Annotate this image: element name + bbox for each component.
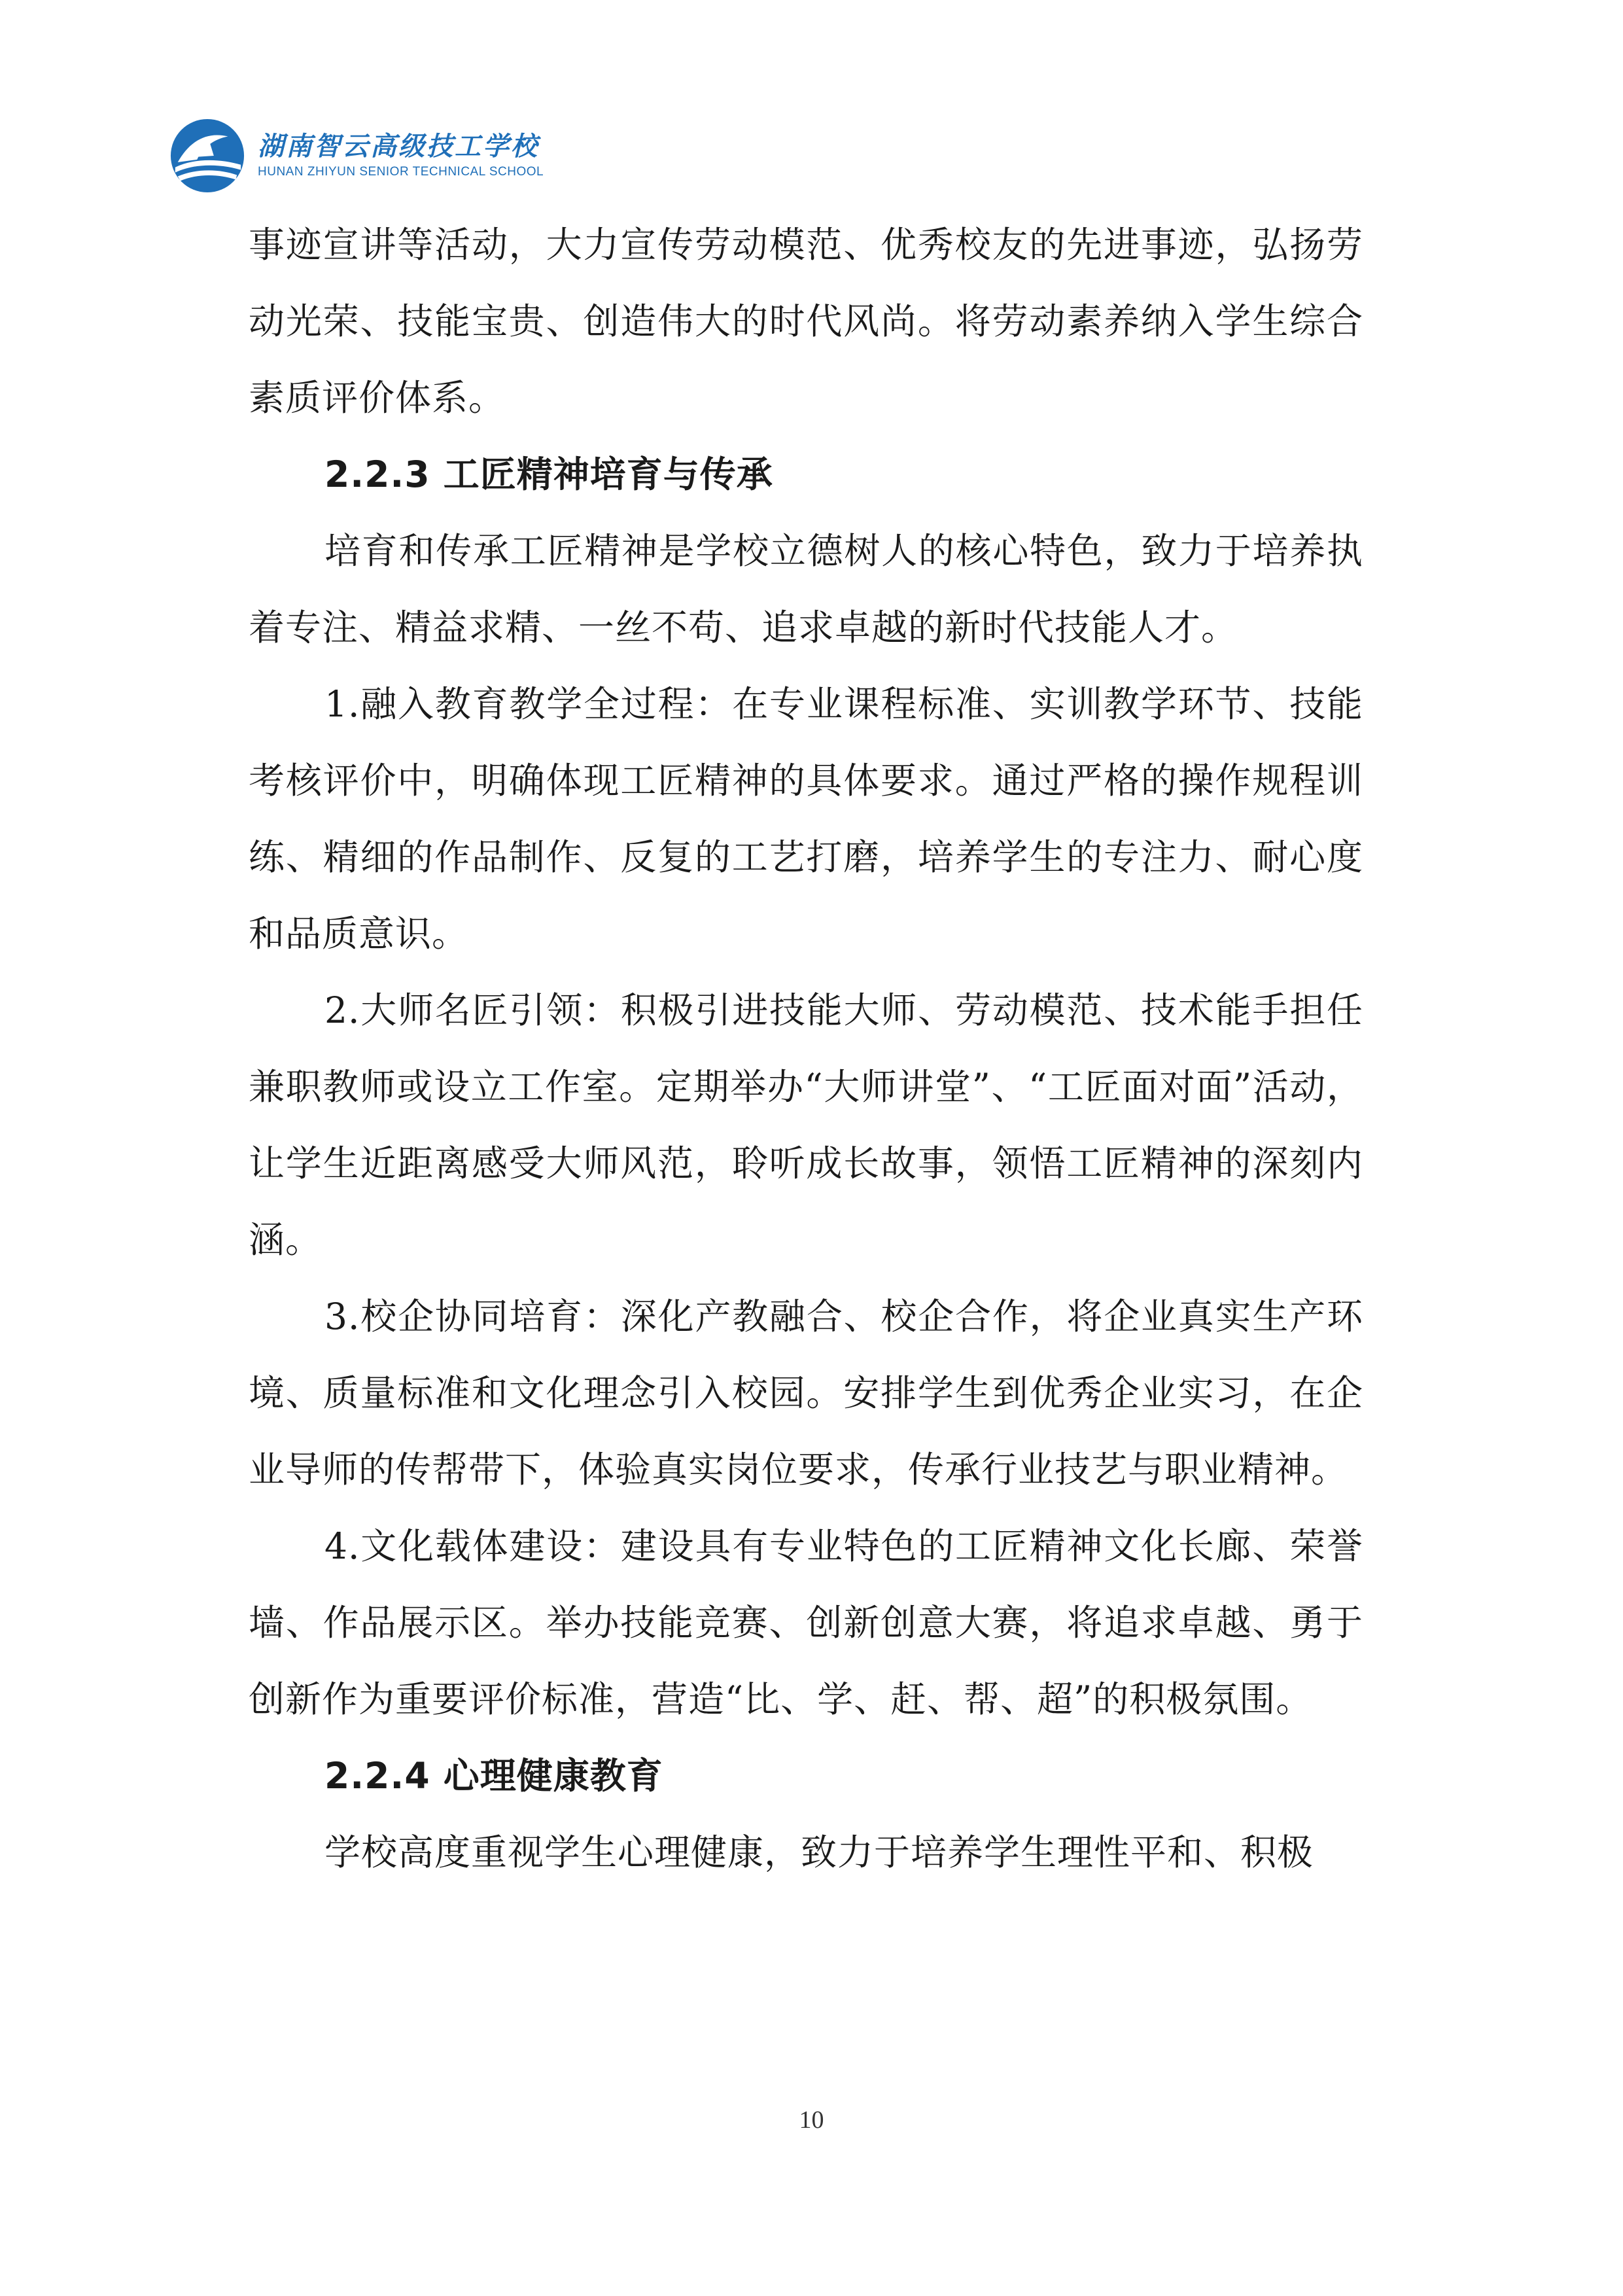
school-name-en: HUNAN ZHIYUN SENIOR TECHNICAL SCHOOL [258,165,544,179]
document-body [249,207,1363,1891]
school-name [258,132,544,179]
section-heading: 2.2.3 工匠精神培育与传承 [324,453,773,495]
document-header [169,116,544,195]
body-paragraph: 学校高度重视学生心理健康，致力于培养学生理性平和、积极 [324,1831,1314,1873]
body-paragraph: 培育和传承工匠精神是学校立德树人的核心特色，致力于培养执着专注、精益求精、一丝不苟、追求卓越的新时代技能人才。 [249,530,1363,648]
school-name-cn: 湖南智云高级技工学校 [258,132,539,162]
body-paragraph: 2.大师名匠引领：积极引进技能大师、劳动模范、技术能手担任兼职教师或设立工作室。定期举办“大师讲堂”、“工匠面对面”活动，让学生近距离感受大师风范，聆听成长故事，领悟工匠精神的深刻内涵。 [249,989,1363,1261]
body-paragraph: 事迹宣讲等活动，大力宣传劳动模范、优秀校友的先进事迹，弘扬劳动光荣、技能宝贵、创造伟大的时代风尚。将劳动素养纳入学生综合素质评价体系。 [249,224,1363,419]
page-number: 10 [799,2106,824,2134]
body-paragraph: 4.文化载体建设：建设具有专业特色的工匠精神文化长廊、荣誉墙、作品展示区。举办技能竞赛、创新创意大赛，将追求卓越、勇于创新作为重要评价标准，营造“比、学、赶、帮、超”的积极氛围。 [249,1525,1363,1720]
section-heading: 2.2.4 心理健康教育 [324,1755,663,1797]
body-paragraph: 3.校企协同培育：深化产教融合、校企合作，将企业真实生产环境、质量标准和文化理念引入校园。安排学生到优秀企业实习，在企业导师的传帮带下，体验真实岗位要求，传承行业技艺与职业精神。 [249,1296,1363,1491]
school-logo-icon [169,117,246,194]
body-paragraph: 1.融入教育教学全过程：在专业课程标准、实训教学环节、技能考核评价中，明确体现工匠精神的具体要求。通过严格的操作规程训练、精细的作品制作、反复的工艺打磨，培养学生的专注力、耐心度和品质意识。 [249,683,1363,955]
